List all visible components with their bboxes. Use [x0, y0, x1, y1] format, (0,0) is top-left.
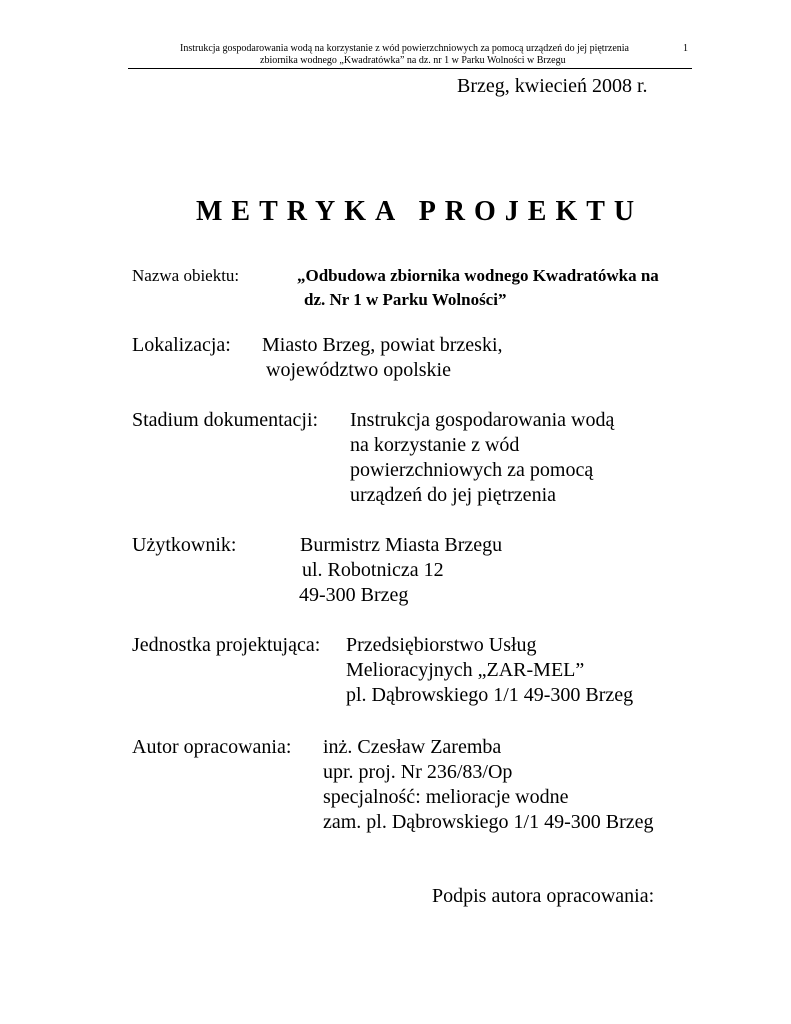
user-line-1: Burmistrz Miasta Brzegu: [300, 534, 503, 556]
signature-label: Podpis autora opracowania:: [432, 885, 655, 907]
location-line-1: Miasto Brzeg, powiat brzeski,: [262, 334, 503, 356]
page-number: 1: [683, 43, 688, 54]
author-label: Autor opracowania:: [132, 736, 292, 758]
page-title: METRYKA PROJEKTU: [196, 196, 644, 227]
header-divider: [128, 68, 692, 69]
location-label: Lokalizacja:: [132, 334, 231, 356]
place-date: Brzeg, kwiecień 2008 r.: [457, 75, 648, 97]
user-label: Użytkownik:: [132, 534, 237, 556]
header-line-2: zbiornika wodnego „Kwadratówka” na dz. nr 1 w Parku Wolności w Brzegu: [260, 55, 566, 66]
user-line-2: ul. Robotnicza 12: [302, 559, 444, 581]
object-label: Nazwa obiektu:: [132, 266, 240, 285]
header-line-1: Instrukcja gospodarowania wodą na korzystanie z wód powierzchniowych za pomocą urządzeń do jej piętrzenia: [180, 43, 629, 54]
designer-label: Jednostka projektująca:: [132, 634, 321, 656]
designer-line-2: Melioracyjnych „ZAR-MEL”: [346, 659, 585, 681]
stage-line-3: powierzchniowych za pomocą: [350, 459, 594, 481]
stage-line-1: Instrukcja gospodarowania wodą: [350, 409, 615, 431]
author-line-2: upr. proj. Nr 236/83/Op: [323, 761, 513, 783]
author-line-4: zam. pl. Dąbrowskiego 1/1 49-300 Brzeg: [323, 811, 654, 833]
object-name-line-1: „Odbudowa zbiornika wodnego Kwadratówka na: [297, 266, 659, 285]
designer-line-3: pl. Dąbrowskiego 1/1 49-300 Brzeg: [346, 684, 634, 706]
stage-line-2: na korzystanie z wód: [350, 434, 520, 456]
stage-label: Stadium dokumentacji:: [132, 409, 319, 431]
location-line-2: województwo opolskie: [266, 359, 451, 381]
stage-line-4: urządzeń do jej piętrzenia: [350, 484, 556, 506]
author-line-1: inż. Czesław Zaremba: [323, 736, 502, 758]
object-name-line-2: dz. Nr 1 w Parku Wolności”: [304, 290, 507, 309]
user-line-3: 49-300 Brzeg: [299, 584, 409, 606]
author-line-3: specjalność: melioracje wodne: [323, 786, 569, 808]
designer-line-1: Przedsiębiorstwo Usług: [346, 634, 537, 656]
